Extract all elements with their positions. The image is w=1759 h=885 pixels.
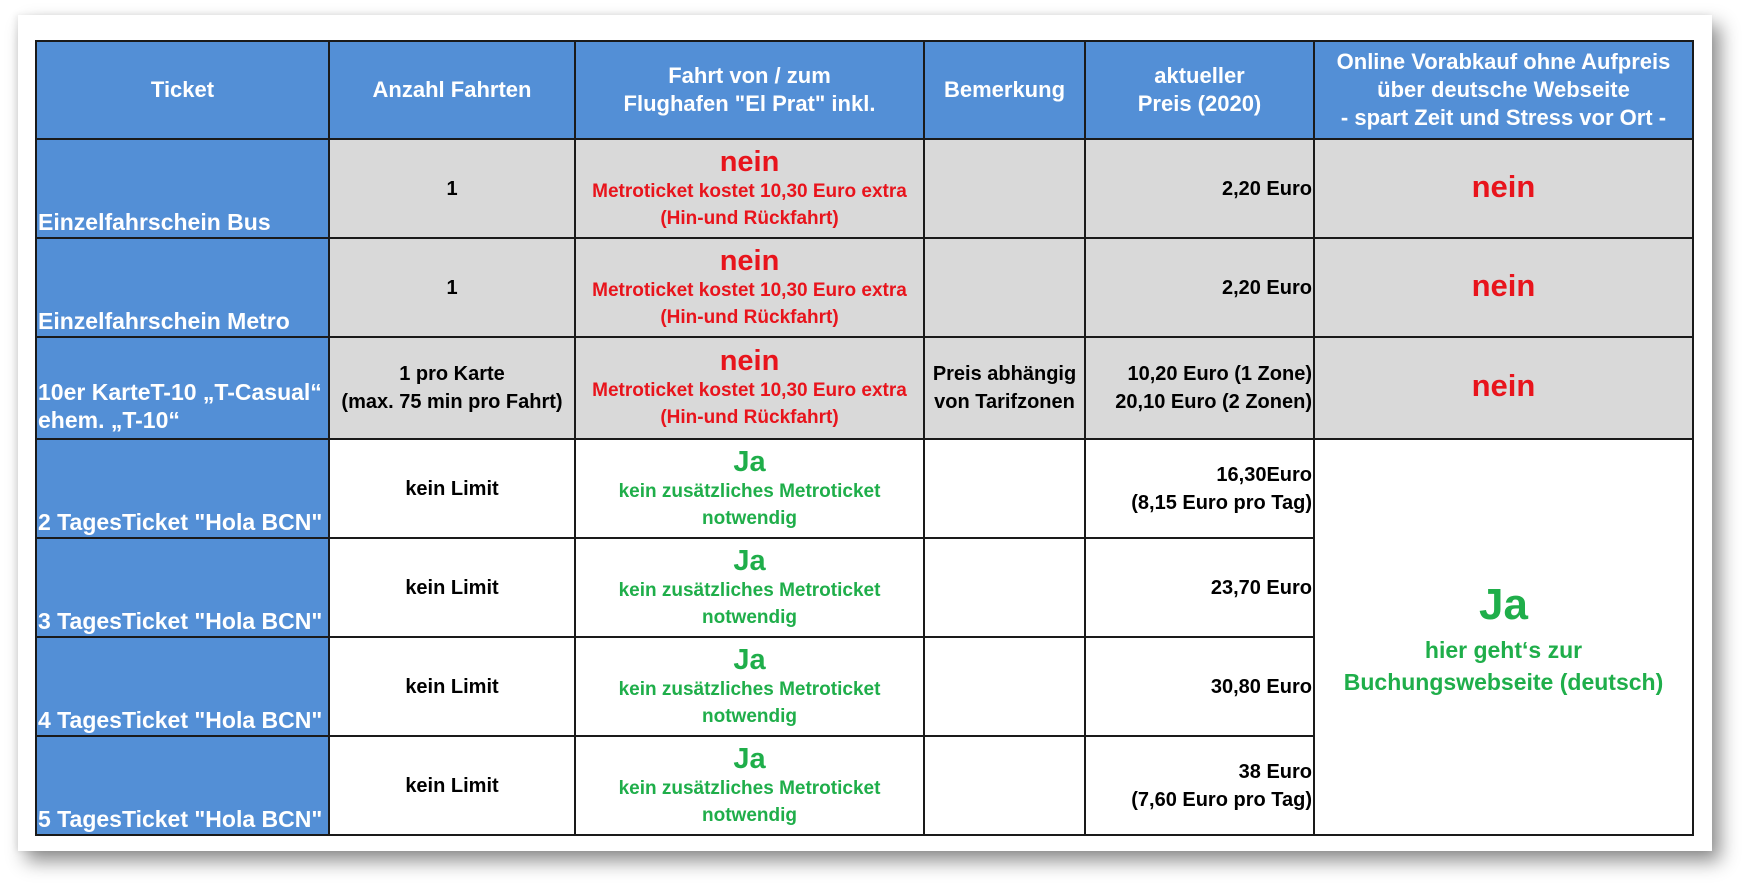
table-row	[36, 238, 1693, 337]
online-cell: nein	[1314, 139, 1693, 238]
ticket-name: 4 TagesTicket "Hola BCN"	[36, 637, 329, 736]
ticket-name: 5 TagesTicket "Hola BCN"	[36, 736, 329, 835]
remark-cell	[924, 736, 1085, 835]
airport-cell: nein Metroticket kostet 10,30 Euro extra (Hin-und Rückfahrt)	[575, 238, 924, 337]
table-row	[36, 337, 1693, 439]
remark-cell: Preis abhängig von Tarifzonen	[924, 337, 1085, 439]
ticket-name: Einzelfahrschein Bus	[36, 139, 329, 238]
price-cell: 38 Euro (7,60 Euro pro Tag)	[1085, 736, 1314, 835]
rides-cell: 1	[329, 139, 575, 238]
price-cell: 2,20 Euro	[1085, 139, 1314, 238]
header-row	[36, 41, 1693, 139]
header-remark: Bemerkung	[924, 41, 1085, 139]
remark-cell	[924, 637, 1085, 736]
airport-cell: Ja kein zusätzliches Metroticket notwendig	[575, 439, 924, 538]
rides-cell: 1	[329, 238, 575, 337]
ticket-name: 10er KarteT-10 „T-Casual“ ehem. „T-10“	[36, 337, 329, 439]
ticket-name: 3 TagesTicket "Hola BCN"	[36, 538, 329, 637]
airport-cell: Ja kein zusätzliches Metroticket notwendig	[575, 736, 924, 835]
booking-link-line1[interactable]: hier geht‘s zur	[1424, 637, 1583, 663]
rides-cell: kein Limit	[329, 736, 575, 835]
ticket-name: Einzelfahrschein Metro	[36, 238, 329, 337]
header-ticket: Ticket	[36, 41, 329, 139]
online-cell: nein	[1314, 337, 1693, 439]
airport-cell: Ja kein zusätzliches Metroticket notwendig	[575, 637, 924, 736]
price-cell: 23,70 Euro	[1085, 538, 1314, 637]
rides-cell: kein Limit	[329, 439, 575, 538]
price-cell: 30,80 Euro	[1085, 637, 1314, 736]
remark-cell	[924, 439, 1085, 538]
rides-cell: kein Limit	[329, 637, 575, 736]
ticket-comparison-table	[35, 40, 1694, 836]
online-cell: nein	[1314, 238, 1693, 337]
header-price: aktueller Preis (2020)	[1085, 41, 1314, 139]
table-row	[36, 439, 1693, 538]
remark-cell	[924, 238, 1085, 337]
header-online: Online Vorabkauf ohne Aufpreis über deutsche Webseite - spart Zeit und Stress vor Ort -	[1314, 41, 1693, 139]
online-booking-cell[interactable]	[1314, 439, 1693, 835]
price-cell: 2,20 Euro	[1085, 238, 1314, 337]
booking-link-line2[interactable]: Buchungswebseite (deutsch)	[1343, 669, 1664, 695]
ticket-name: 2 TagesTicket "Hola BCN"	[36, 439, 329, 538]
online-ja: Ja	[1479, 580, 1528, 629]
airport-cell: Ja kein zusätzliches Metroticket notwendig	[575, 538, 924, 637]
price-cell: 10,20 Euro (1 Zone) 20,10 Euro (2 Zonen)	[1085, 337, 1314, 439]
header-airport: Fahrt von / zum Flughafen "El Prat" inkl.	[575, 41, 924, 139]
rides-cell: 1 pro Karte (max. 75 min pro Fahrt)	[329, 337, 575, 439]
rides-cell: kein Limit	[329, 538, 575, 637]
remark-cell	[924, 538, 1085, 637]
airport-cell: nein Metroticket kostet 10,30 Euro extra (Hin-und Rückfahrt)	[575, 337, 924, 439]
header-rides: Anzahl Fahrten	[329, 41, 575, 139]
remark-cell	[924, 139, 1085, 238]
price-cell: 16,30Euro (8,15 Euro pro Tag)	[1085, 439, 1314, 538]
airport-cell: nein Metroticket kostet 10,30 Euro extra (Hin-und Rückfahrt)	[575, 139, 924, 238]
table-row	[36, 139, 1693, 238]
